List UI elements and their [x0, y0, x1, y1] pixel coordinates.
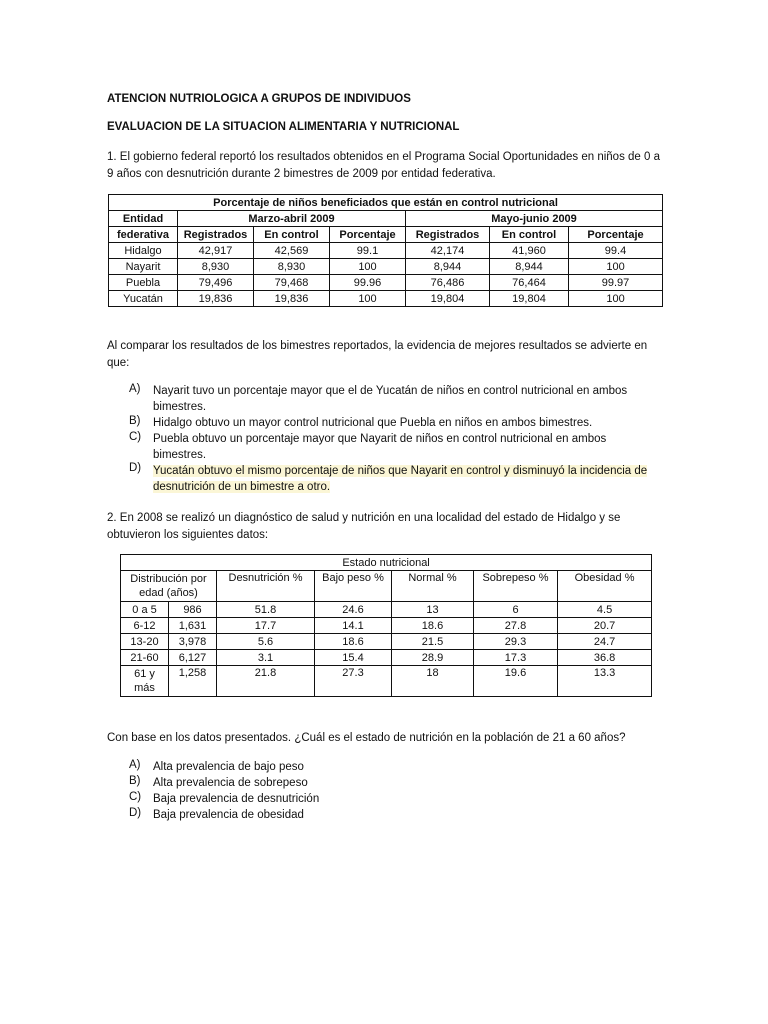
table-cell: 24.7	[558, 634, 652, 650]
table-cell: 41,960	[490, 243, 569, 259]
table-cell: 0 a 5	[121, 602, 169, 618]
table-cell: 99.1	[330, 243, 406, 259]
table-cell: Hidalgo	[109, 243, 178, 259]
table-cell: 100	[569, 291, 663, 307]
table-cell: 76,464	[490, 275, 569, 291]
option-text: Hidalgo obtuvo un mayor control nutricional que Puebla en niños en ambos bimestres.	[153, 417, 593, 429]
table-cell: 13-20	[121, 634, 169, 650]
table-cell: 19.6	[474, 666, 558, 697]
q1-intro	[107, 149, 667, 183]
table-cell: 18	[392, 666, 474, 697]
table-cell: 13	[392, 602, 474, 618]
table-cell: 19,804	[490, 291, 569, 307]
table-cell: 1,258	[169, 666, 217, 697]
table-cell: 42,917	[178, 243, 254, 259]
option-text-line2: desnutrición de un bimestre a otro.	[153, 481, 331, 493]
table-cell: 5.6	[217, 634, 315, 650]
col-distribucion-line2: edad (años)	[139, 587, 198, 599]
table-cell: 79,468	[254, 275, 330, 291]
table-cell: 100	[569, 259, 663, 275]
option-letter: D)	[129, 807, 142, 819]
option-text-line1: Yucatán obtuvo el mismo porcentaje de niños que Nayarit en control y disminuyó la incidencia de	[153, 465, 648, 477]
table-row	[121, 650, 652, 666]
table-row	[109, 259, 663, 275]
table-cell	[121, 666, 169, 697]
table-cell: 6,127	[169, 650, 217, 666]
table-cell: 6-12	[121, 618, 169, 634]
table-cell: 17.7	[217, 618, 315, 634]
table-title: Porcentaje de niños beneficiados que están en control nutricional	[109, 195, 663, 211]
col-sobrepeso: Sobrepeso %	[474, 571, 558, 602]
option-letter: B)	[129, 775, 141, 787]
table-cell: 20.7	[558, 618, 652, 634]
period-marzo-abril: Marzo-abril 2009	[178, 211, 406, 227]
table-row	[121, 618, 652, 634]
q1-number: 1.	[107, 151, 117, 163]
col-entidad: Entidad	[109, 211, 178, 227]
table-row	[109, 243, 663, 259]
table-row	[121, 602, 652, 618]
table-cell: 21.8	[217, 666, 315, 697]
col-distribucion-line1: Distribución por	[130, 573, 207, 585]
table-cell: 99.96	[330, 275, 406, 291]
q1-text-line1: El gobierno federal reportó los resultados obtenidos en el Programa Social Oportunidades en niños de 0 a	[119, 151, 660, 163]
table-title-row	[109, 195, 663, 211]
table-cell: Yucatán	[109, 291, 178, 307]
table-subheader-row	[109, 227, 663, 243]
option-letter: B)	[129, 415, 141, 427]
table-cell: 51.8	[217, 602, 315, 618]
table-cell: 8,944	[406, 259, 490, 275]
col-desnutricion: Desnutrición %	[217, 571, 315, 602]
table-cell: 18.6	[392, 618, 474, 634]
option-text: Baja prevalencia de desnutrición	[153, 793, 320, 805]
col-obesidad: Obesidad %	[558, 571, 652, 602]
table-cell: 13.3	[558, 666, 652, 697]
table-cell: 21.5	[392, 634, 474, 650]
table-cell: 24.6	[315, 602, 392, 618]
table-cell: 79,496	[178, 275, 254, 291]
table-title-row	[121, 555, 652, 571]
table-cell: 19,836	[254, 291, 330, 307]
table-cell: 100	[330, 259, 406, 275]
table-cell: 27.8	[474, 618, 558, 634]
table-cell: Puebla	[109, 275, 178, 291]
q1-prompt-line1: Al comparar los resultados de los bimestres reportados, la evidencia de mejores resultados se advierte en	[107, 340, 648, 352]
period-mayo-junio: Mayo-junio 2009	[406, 211, 663, 227]
q2-prompt: Con base en los datos presentados. ¿Cuál es el estado de nutrición en la población de 21 a 60 años?	[107, 732, 626, 744]
table-cell: 42,174	[406, 243, 490, 259]
table-cell: 21-60	[121, 650, 169, 666]
option-letter: C)	[129, 791, 142, 803]
table-cell: Nayarit	[109, 259, 178, 275]
q1-prompt	[107, 338, 667, 372]
table-cell: 8,930	[254, 259, 330, 275]
table-row	[121, 634, 652, 650]
sub-header: En control	[490, 227, 569, 243]
table-cell: 1,631	[169, 618, 217, 634]
table-cell: 8,944	[490, 259, 569, 275]
option-text-line2: bimestres.	[153, 401, 207, 413]
table-cell: 17.3	[474, 650, 558, 666]
option-text-highlighted	[153, 463, 658, 495]
table-row	[109, 291, 663, 307]
option-text: Alta prevalencia de sobrepeso	[153, 777, 308, 789]
table-title: Estado nutricional	[121, 555, 652, 571]
sub-header: Porcentaje	[330, 227, 406, 243]
table-cell: 36.8	[558, 650, 652, 666]
option-text	[153, 431, 673, 463]
table-cell: 18.6	[315, 634, 392, 650]
q2-number: 2.	[107, 512, 117, 524]
option-text-line1: Puebla obtuvo un porcentaje mayor que Nayarit de niños en control nutricional en ambos	[153, 433, 607, 445]
table-cell: 4.5	[558, 602, 652, 618]
table-row	[121, 666, 652, 697]
table-row	[109, 275, 663, 291]
table-header-row	[109, 211, 663, 227]
option-text-line2: bimestres.	[153, 449, 207, 461]
sub-header: En control	[254, 227, 330, 243]
table-cell: 3.1	[217, 650, 315, 666]
option-letter: D)	[129, 462, 142, 474]
table-cell: 28.9	[392, 650, 474, 666]
table-cell: 99.97	[569, 275, 663, 291]
q1-text-line2: 9 años con desnutrición durante 2 bimestres de 2009 por entidad federativa.	[107, 168, 496, 180]
q1-prompt-line2: que:	[107, 357, 130, 369]
table-cell: 15.4	[315, 650, 392, 666]
table-cell: 19,804	[406, 291, 490, 307]
table-cell: 29.3	[474, 634, 558, 650]
table-cell: 14.1	[315, 618, 392, 634]
age-line2: más	[134, 682, 155, 694]
col-bajo-peso: Bajo peso %	[315, 571, 392, 602]
option-letter: A)	[129, 383, 141, 395]
option-letter: C)	[129, 431, 142, 443]
option-text	[153, 383, 673, 415]
q2-text-line2: obtuvieron los siguientes datos:	[107, 529, 269, 541]
table-control-nutricional	[108, 194, 663, 307]
q2-intro	[107, 510, 667, 544]
heading-evaluacion: EVALUACION DE LA SITUACION ALIMENTARIA Y NUTRICIONAL	[107, 121, 460, 133]
table-cell: 100	[330, 291, 406, 307]
table-cell: 986	[169, 602, 217, 618]
table-cell: 19,836	[178, 291, 254, 307]
table-header-row	[121, 571, 652, 602]
table-cell: 99.4	[569, 243, 663, 259]
option-letter: A)	[129, 759, 141, 771]
option-text-line1: Nayarit tuvo un porcentaje mayor que el de Yucatán de niños en control nutricional en ambos	[153, 385, 628, 397]
table-cell: 42,569	[254, 243, 330, 259]
table-cell: 8,930	[178, 259, 254, 275]
age-line1: 61 y	[134, 668, 155, 680]
table-cell: 27.3	[315, 666, 392, 697]
option-text: Baja prevalencia de obesidad	[153, 809, 304, 821]
q2-text-line1: En 2008 se realizó un diagnóstico de salud y nutrición en una localidad del estado de Hidalgo y se	[119, 512, 621, 524]
heading-atencion: ATENCION NUTRIOLOGICA A GRUPOS DE INDIVIDUOS	[107, 93, 411, 105]
col-federativa: federativa	[109, 227, 178, 243]
sub-header: Porcentaje	[569, 227, 663, 243]
option-text: Alta prevalencia de bajo peso	[153, 761, 304, 773]
table-cell: 6	[474, 602, 558, 618]
table-cell: 76,486	[406, 275, 490, 291]
table-cell: 3,978	[169, 634, 217, 650]
sub-header: Registrados	[406, 227, 490, 243]
sub-header: Registrados	[178, 227, 254, 243]
col-normal: Normal %	[392, 571, 474, 602]
col-distribucion	[121, 571, 217, 602]
table-estado-nutricional	[120, 554, 652, 697]
